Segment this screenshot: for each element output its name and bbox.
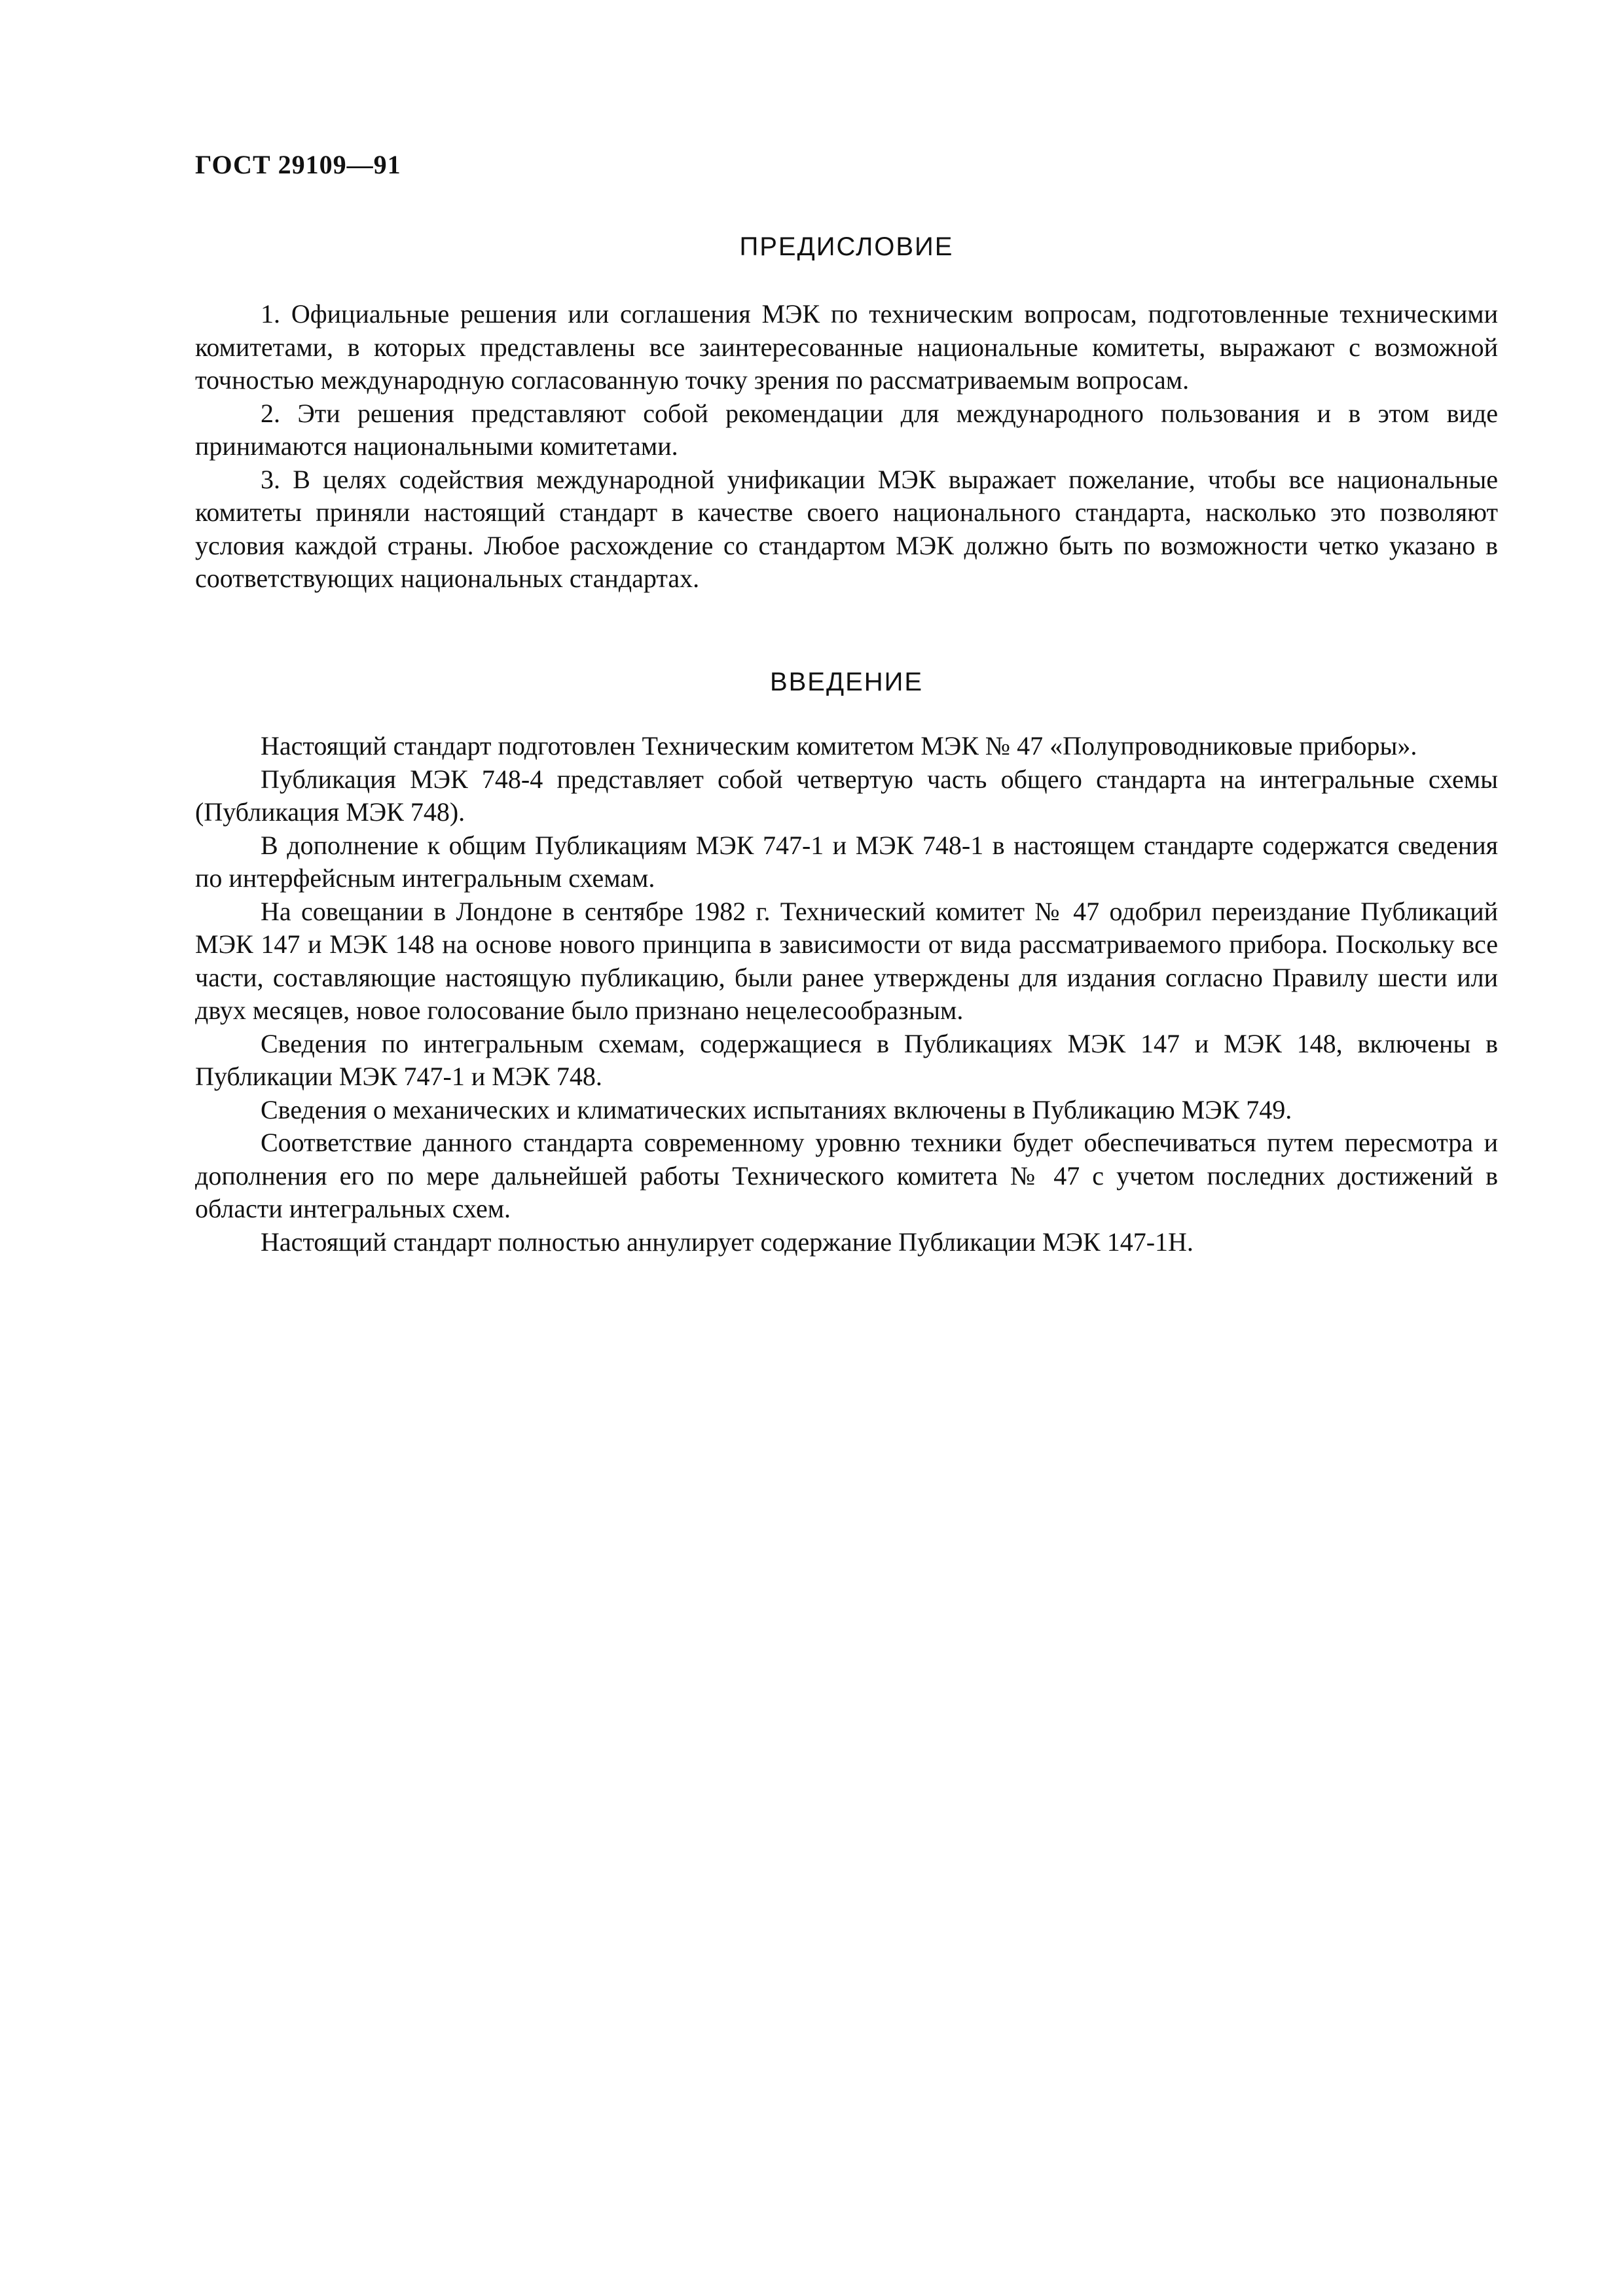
preface-section <box>195 298 1498 596</box>
introduction-paragraph-2: Публикация МЭК 748-4 представляет собой четвертую часть общего стандарта на интегральные схемы (Публикация МЭК 748). <box>195 764 1498 827</box>
introduction-paragraph-6: Сведения о механических и климатических испытаниях включены в Публикацию МЭК 749. <box>261 1094 1292 1124</box>
introduction-paragraph-5: Сведения по интегральным схемам, содержащиеся в Публикациях МЭК 147 и МЭК 148, включены в Публикации МЭК 747-1 и МЭК 748. <box>195 1028 1498 1091</box>
preface-paragraph-3: 3. В целях содействия международной унификации МЭК выражает пожелание, чтобы все национальные комитеты приняли настоящий стандарт в качестве своего национального стандарта, насколько это позволяют условия каждой страны. Любое расхождение со стандартом МЭК должно быть по возможности четко указано в соответствующих национальных стандартах. <box>195 464 1498 593</box>
document-code-header: ГОСТ 29109—91 <box>195 150 401 179</box>
introduction-paragraph-1: Настоящий стандарт подготовлен Техническим комитетом МЭК № 47 «Полупроводниковые приборы». <box>261 731 1417 761</box>
preface-title: ПРЕДИСЛОВИЕ <box>739 232 954 261</box>
introduction-paragraph-7: Соответствие данного стандарта современному уровню техники будет обеспечиваться путем пересмотра и дополнения его по мере дальнейшей работы Технического комитета № 47 с учетом последних достижений в области интегральных схем. <box>195 1128 1498 1223</box>
introduction-section <box>195 730 1498 1259</box>
introduction-title: ВВЕДЕНИЕ <box>769 668 924 696</box>
introduction-paragraph-8: Настоящий стандарт полностью аннулирует содержание Публикации МЭК 147-1Н. <box>261 1227 1194 1257</box>
preface-paragraph-2: 2. Эти решения представляют собой рекомендации для международного пользования и в этом виде принимаются национальными комитетами. <box>195 398 1498 461</box>
introduction-paragraph-4: На совещании в Лондоне в сентябре 1982 г. Технический комитет № 47 одобрил переиздание Публикаций МЭК 147 и МЭК 148 на основе нового принципа в зависимости от вида рассматриваемого прибора. Поскольку все части, составляющие настоящую публикацию, были ранее утверждены для издания согласно Правилу шести или двух месяцев, новое голосование было признано нецелесообразным. <box>195 896 1498 1025</box>
introduction-paragraph-3: В дополнение к общим Публикациям МЭК 747-1 и МЭК 748-1 в настоящем стандарте содержатся сведения по интерфейсным интегральным схемам. <box>195 830 1498 893</box>
preface-paragraph-1: 1. Официальные решения или соглашения МЭК по техническим вопросам, подготовленные техническими комитетами, в которых представлены все заинтересованные национальные комитеты, выражают с возможной точностью международную согласованную точку зрения по рассматриваемым вопросам. <box>195 299 1498 395</box>
